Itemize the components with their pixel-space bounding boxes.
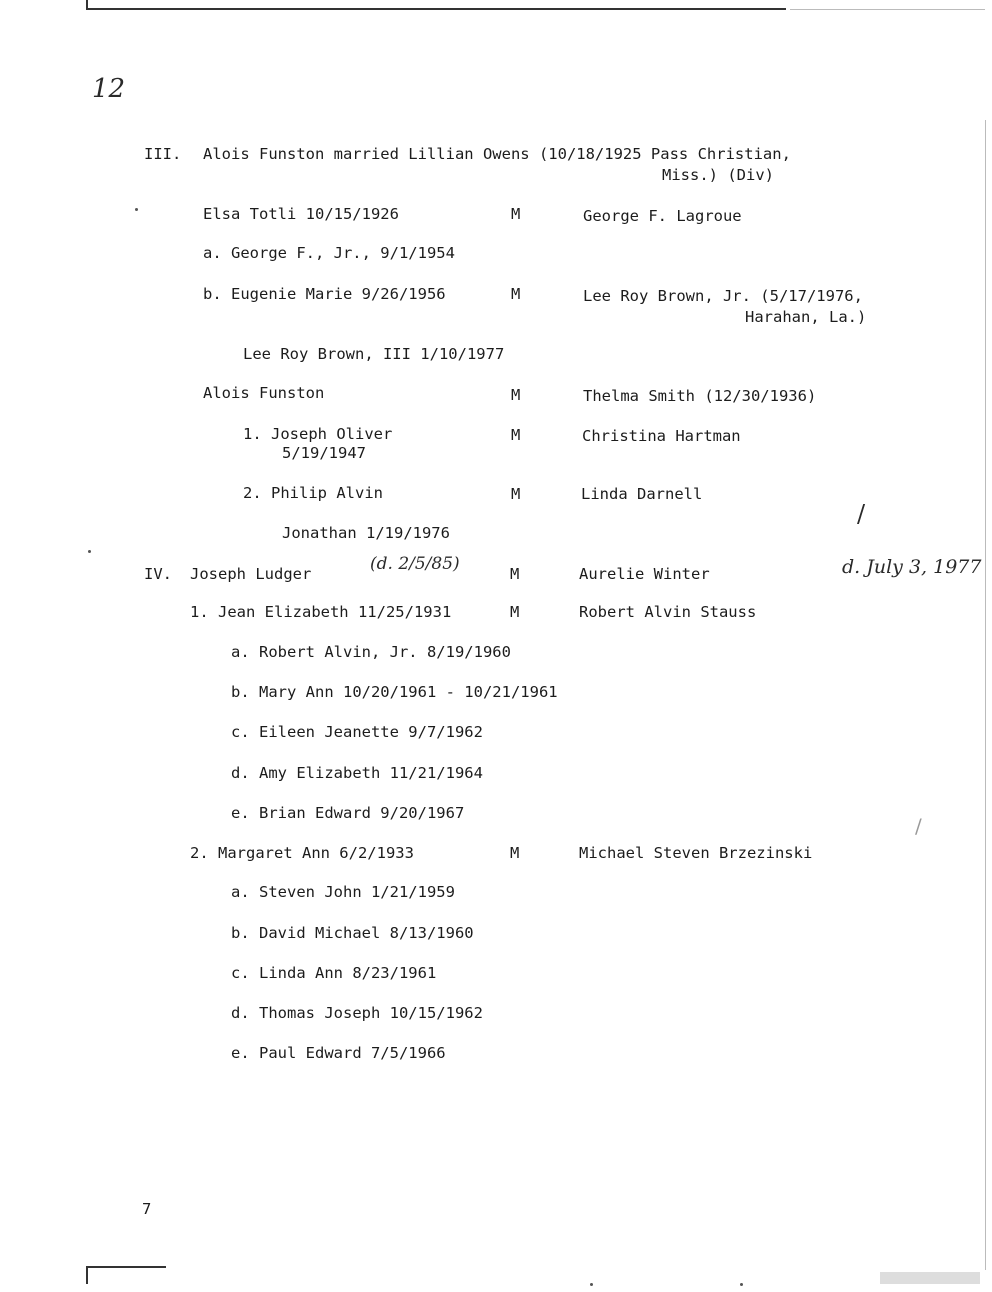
married-marker: M (510, 844, 520, 862)
grandchild-robert-alvin-jr: a. Robert Alvin, Jr. 8/19/1960 (231, 643, 511, 661)
person-alois: Alois Funston (203, 384, 325, 402)
handwritten-death-note-joseph: (d. 2/5/85) (370, 554, 460, 574)
grandchild-eileen-jeanette: c. Eileen Jeanette 9/7/1962 (231, 723, 483, 741)
grandchild-jonathan: Jonathan 1/19/1976 (282, 524, 450, 542)
speck (135, 208, 138, 211)
grandchild-linda-ann: c. Linda Ann 8/23/1961 (231, 964, 437, 982)
spouse-lee-roy-brown-jr: Lee Roy Brown, Jr. (5/17/1976, (583, 287, 863, 305)
child-george-jr: a. George F., Jr., 9/1/1954 (203, 244, 455, 262)
speck (88, 550, 91, 553)
married-marker: M (511, 386, 521, 404)
child-jean-elizabeth: 1. Jean Elizabeth 11/25/1931 (190, 603, 452, 621)
section-iii-couple: Alois Funston married Lillian Owens (10/18/1925 Pass Christian, (203, 145, 791, 163)
section-iii-place: Miss.) (Div) (662, 166, 774, 184)
married-marker: M (511, 285, 521, 303)
grandchild-paul-edward: e. Paul Edward 7/5/1966 (231, 1044, 446, 1062)
grandchild-david-michael: b. David Michael 8/13/1960 (231, 924, 474, 942)
child-joseph-oliver: 1. Joseph Oliver (243, 425, 393, 443)
margin-stroke: / (857, 500, 866, 528)
married-marker: M (511, 205, 521, 223)
page-number: 7 (142, 1200, 152, 1218)
married-marker: M (510, 603, 520, 621)
spouse-christina-hartman: Christina Hartman (582, 427, 741, 445)
page-mark: 12 (92, 74, 126, 104)
scan-top-edge-faint (790, 9, 985, 10)
married-marker: M (511, 426, 521, 444)
speck (590, 1283, 593, 1286)
grandchild-mary-ann: b. Mary Ann 10/20/1961 - 10/21/1961 (231, 683, 558, 701)
grandchild-steven-john: a. Steven John 1/21/1959 (231, 883, 455, 901)
grandchild-amy-elizabeth: d. Amy Elizabeth 11/21/1964 (231, 764, 483, 782)
spouse-lee-roy-brown-place: Harahan, La.) (745, 308, 867, 326)
child-margaret-ann: 2. Margaret Ann 6/2/1933 (190, 844, 414, 862)
person-joseph-ludger: Joseph Ludger (190, 565, 312, 583)
child-philip: 2. Philip Alvin (243, 484, 383, 502)
scan-bottom-edge (86, 1266, 166, 1268)
grandchild-brian-edward: e. Brian Edward 9/20/1967 (231, 804, 465, 822)
spouse-robert-alvin-stauss: Robert Alvin Stauss (579, 603, 757, 621)
spouse-linda-darnell: Linda Darnell (581, 485, 703, 503)
scan-right-edge (985, 120, 986, 1270)
handwritten-death-note-aurelie: d. July 3, 1977 (842, 556, 982, 578)
scan-top-edge (86, 8, 786, 10)
married-marker: M (511, 485, 521, 503)
child-joseph-oliver-date: 5/19/1947 (282, 444, 366, 462)
scan-bottom-smudge (880, 1272, 980, 1284)
child-eugenie: b. Eugenie Marie 9/26/1956 (203, 285, 446, 303)
scan-bottom-corner (86, 1266, 88, 1284)
person-elsa: Elsa Totli 10/15/1926 (203, 205, 399, 223)
scan-top-corner (86, 0, 88, 10)
section-iii-numeral: III. (144, 145, 182, 163)
spouse-thelma-smith: Thelma Smith (12/30/1936) (583, 387, 817, 405)
married-marker: M (510, 565, 520, 583)
margin-stroke: / (915, 814, 922, 838)
speck (740, 1283, 743, 1286)
spouse-michael-steven-brzezinski: Michael Steven Brzezinski (579, 844, 813, 862)
spouse-aurelie-winter: Aurelie Winter (579, 565, 710, 583)
spouse-george-lagroue: George F. Lagroue (583, 207, 742, 225)
grandchild-lee-roy-iii: Lee Roy Brown, III 1/10/1977 (243, 345, 505, 363)
section-iv-numeral: IV. (144, 565, 172, 583)
grandchild-thomas-joseph: d. Thomas Joseph 10/15/1962 (231, 1004, 483, 1022)
